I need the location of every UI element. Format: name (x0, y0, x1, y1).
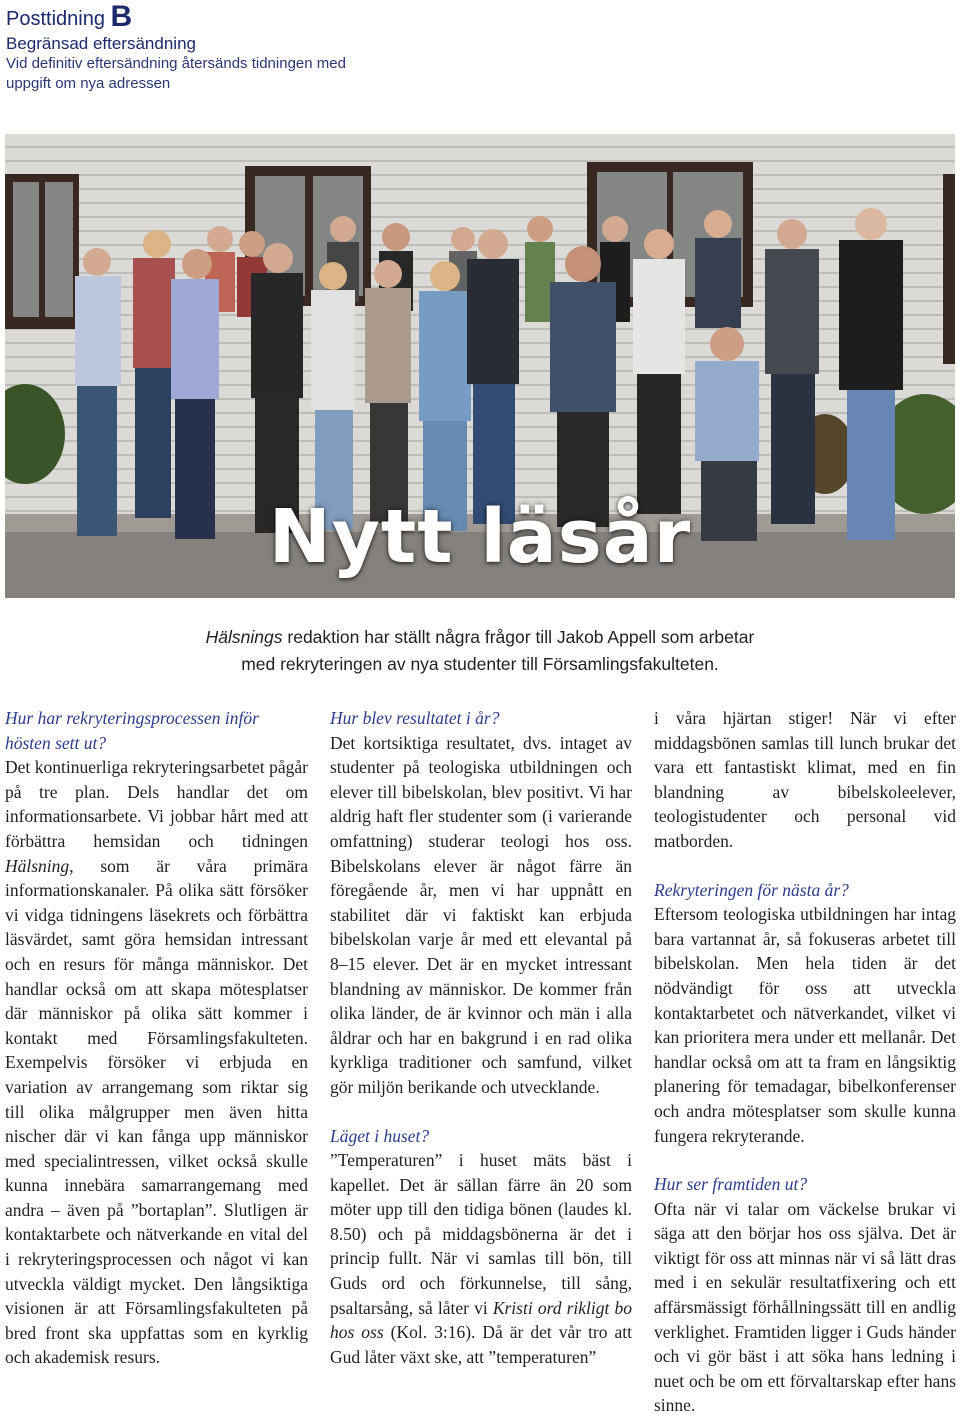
question-heading: Läget i huset? (330, 1125, 430, 1146)
question-heading: Rekryteringen för nästa år? (654, 879, 849, 900)
question-heading: Hur har rekryteringsprocessen inför hösten sett ut? (5, 708, 259, 753)
group-photo (5, 134, 955, 598)
answer-paragraph: Det kortsiktiga resultatet, dvs. intaget av studenter på teologiska utbildningen och elever till bibelskolan, blev positivt. Vi har aldrig haft fler studenter som (i varierande omfattning) studerar teologi hos oss. Bibelskolans elever är något färre än föregående år, men vi har uppnått en stabilitet där vi faktiskt kan erbjuda bibelskolan varje år med ett elevantal på 8–15 elever. Det är en mycket intressant blandning av människor. De kommer från olika länder, de är kvinnor och män i alla åldrar och har en bakgrund i en rad olika kyrkliga traditioner och samfund, vilket gör miljön berikande och utvecklande. (330, 732, 632, 1097)
article-column-1 (5, 706, 308, 1370)
answer-paragraph: Det kontinuerliga rekryteringsarbetet pågår på tre plan. Dels handlar det om informationsarbete. Vi jobbar hårt med att förbättra hemsidan och tidningen Hälsning, som är våra primära informationskanaler. På olika sätt försöker vi vidga tidningens läsekrets och förbättra läsvärdet, samt göra hemsidan intressant och en resurs för många människor. Det handlar också om att skapa mötesplatser där människor på olika sätt kommer i kontakt med Församlingsfakulteten. Exempelvis försöker vi erbjuda en variation av arrangemang som riktar sig till olika målgrupper men även hitta nischer där vi kan fånga upp människor med specialintressen, vilket också skulle kunna innebära samarrangemang med andra – även på ”bortaplan”. Slutligen är kontaktarbete och nätverkande en vital del i rekryteringsprocessen och något vi kan utveckla väldigt mycket. Den långsiktiga visionen är att Församlingsfakulteten på bred front ska uppfattas som en kyrklig och akademisk resurs. (5, 757, 308, 1368)
intro-text (0, 624, 960, 678)
postal-subtitle: Begränsad eftersändning (6, 34, 196, 53)
postal-title: Posttidning B (6, 0, 133, 33)
answer-paragraph: Ofta när vi talar om väckelse brukar vi säga att den börjar hos oss själva. Det är viktigt för oss att minnas när vi så lätt dras med i en sekulär resultatfixering och ett affärsmässigt förhållningssätt till en andlig verklighet. Framtiden ligger i Guds händer och vi gör bäst i att söka hans ledning i nuet och be om ett förvaltarskap efter hans sinne. (654, 1198, 956, 1416)
answer-paragraph: ”Temperaturen” i huset mäts bäst i kapellet. Det är sällan färre än 20 som möter upp till den tidiga bönen (laudes kl. 8.50) och på middagsbönerna är det i princip fullt. När vi samlas till bön, till Guds ord och förkunnelse, till sång, psaltarsång, så låter vi Kristi ord rikligt bo hos oss (Kol. 3:16). Då är det vår tro att Gud låter växt ske, att ”temperaturen” (330, 1150, 632, 1367)
paragraph-gap (330, 1100, 632, 1124)
question-heading: Hur blev resultatet i år? (330, 708, 500, 728)
paragraph-gap (654, 854, 956, 878)
article-column-2 (330, 706, 632, 1369)
paragraph-gap (654, 1148, 956, 1172)
postal-note: Vid definitiv eftersändning återsänds tidningen med uppgift om nya adressen (6, 55, 346, 92)
intro-line-2: med rekryteringen av nya studenter till Församlingsfakulteten. (241, 654, 719, 674)
answer-paragraph: i våra hjärtan stiger! När vi efter middagsbönen samlas till lunch brukar det vara ett fantastiskt klimat, med en fin blandning av bibelskoleelever, teologistudenter och personal vid matborden. (654, 708, 956, 851)
postal-header (6, 2, 346, 94)
answer-paragraph: Eftersom teologiska utbildningen har intag bara vartannat år, så fokuseras arbetet till bibelskolan. Men hela tiden är det nödvändigt för oss att utveckla kontaktarbetet och nätverkandet, vilket vi kan prioritera mera under ett mellanår. Det handlar också om att ta fram en långsiktig planering för temadagar, bibelkonferenser och andra mötesplatser som skulle kunna fungera rekryterande. (654, 904, 956, 1146)
headline: Nytt läsår (268, 494, 692, 580)
intro-line-1: Hälsnings redaktion har ställt några frågor till Jakob Appell som arbetar (205, 627, 755, 647)
postal-class-letter: B (110, 0, 133, 33)
article-column-3 (654, 706, 956, 1418)
question-heading: Hur ser framtiden ut? (654, 1174, 808, 1195)
